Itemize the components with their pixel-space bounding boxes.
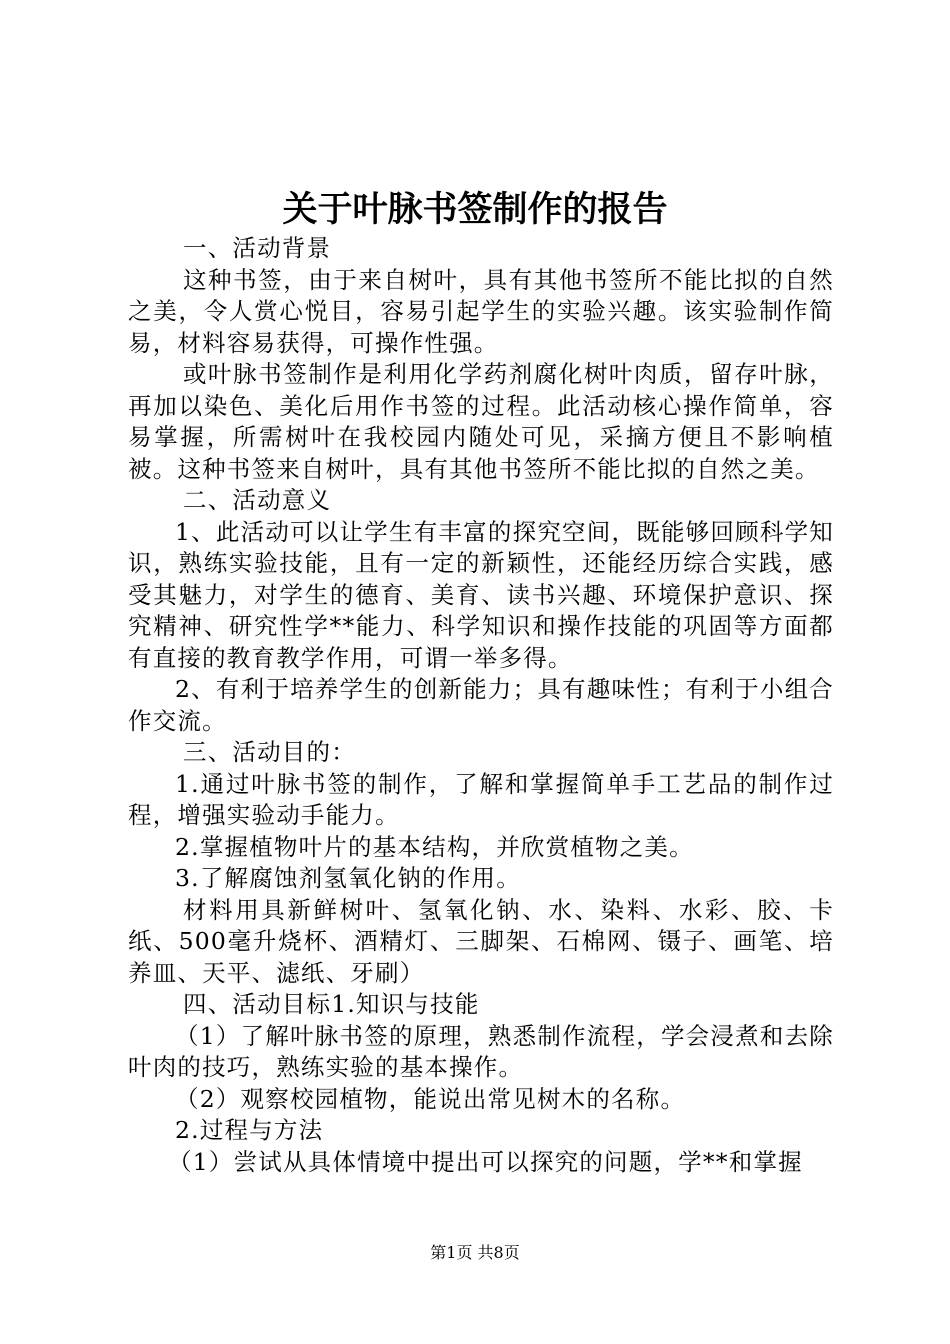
section-heading-purpose: 三、活动目的：: [183, 738, 356, 766]
paragraph-purpose-1: 1.通过叶脉书签的制作，了解和掌握简单手工艺品的制作过程，增强实验动手能力。: [128, 769, 834, 829]
paragraph-goal-knowledge-1: （1）了解叶脉书签的原理，熟悉制作流程，学会浸煮和去除叶肉的技巧，熟练实验的基本操作。: [128, 1021, 834, 1081]
paragraph-significance-2: 2、有利于培养学生的创新能力；具有趣味性；有利于小组合作交流。: [128, 675, 834, 735]
document-title: 关于叶脉书签制作的报告: [282, 189, 668, 230]
document-body: [128, 233, 834, 1178]
paragraph-significance-1: 1、此活动可以让学生有丰富的探究空间，既能够回顾科学知识，熟练实验技能，且有一定的新颖性，还能经历综合实践，感受其魅力，对学生的德育、美育、读书兴趣、环境保护意识、探究精神、研究性学**能力、科学知识和操作技能的巩固等方面都有直接的教育教学作用，可谓一举多得。: [128, 517, 834, 672]
section-heading-goals: 四、活动目标1.知识与技能: [183, 990, 480, 1018]
paragraph-materials: 材料用具新鲜树叶、氢氧化钠、水、染料、水彩、胶、卡纸、500毫升烧杯、酒精灯、三脚架、石棉网、镊子、画笔、培养皿、天平、滤纸、牙刷）: [128, 895, 834, 987]
paragraph-background-1: 这种书签，由于来自树叶，具有其他书签所不能比拟的自然之美，令人赏心悦目，容易引起学生的实验兴趣。该实验制作简易，材料容易获得，可操作性强。: [128, 265, 834, 357]
subheading-process-method: 2.过程与方法: [175, 1116, 324, 1144]
section-heading-background: 一、活动背景: [183, 234, 332, 262]
paragraph-process-1: （1）尝试从具体情境中提出可以探究的问题，学**和掌握: [168, 1147, 803, 1176]
paragraph-goal-knowledge-2: （2）观察校园植物，能说出常见树木的名称。: [175, 1084, 686, 1113]
paragraph-background-2: 或叶脉书签制作是利用化学药剂腐化树叶肉质，留存叶脉，再加以染色、美化后用作书签的过程。此活动核心操作简单，容易掌握，所需树叶在我校园内随处可见，采摘方便且不影响植被。这种书签来自树叶，具有其他书签所不能比拟的自然之美。: [128, 360, 834, 483]
paragraph-purpose-3: 3.了解腐蚀剂氢氧化钠的作用。: [175, 864, 521, 892]
paragraph-purpose-2: 2.掌握植物叶片的基本结构，并欣赏植物之美。: [175, 832, 694, 861]
section-heading-significance: 二、活动意义: [183, 486, 332, 514]
page-footer: 第1页 共8页: [430, 1243, 520, 1262]
